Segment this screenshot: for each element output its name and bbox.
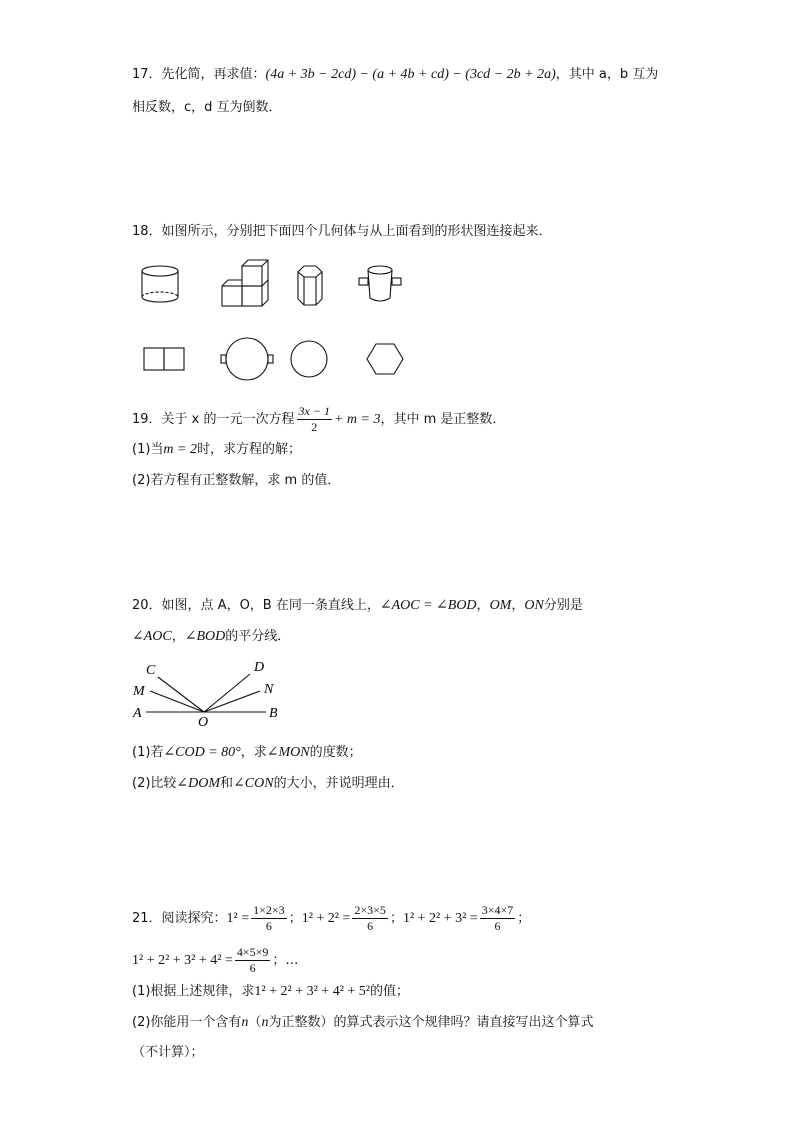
q17-lead: 17．先化简，再求值：	[132, 67, 266, 82]
q19-after-frac: + m = 3	[333, 412, 381, 427]
q18-figure	[130, 258, 420, 383]
q20-line1	[132, 597, 583, 615]
q20-line2	[132, 628, 290, 646]
hexagonal-prism-solid	[298, 266, 322, 305]
label-M: M	[133, 684, 145, 699]
label-O: O	[198, 715, 209, 730]
q21-part1	[132, 983, 409, 1001]
view-circle-with-tabs	[221, 338, 273, 380]
q20-p2-mid: 和	[220, 776, 234, 791]
q21-lead: 21．阅读探究：	[132, 911, 227, 926]
q21-line1	[132, 903, 530, 934]
q20-p1-lead: (1)若	[132, 745, 164, 760]
view-two-squares	[144, 348, 184, 370]
q17-tail: ，其中 a，b 互为	[555, 67, 659, 82]
q21-part2-line2: （不计算）；	[132, 1045, 204, 1060]
q21-p2-n2: n	[261, 1015, 269, 1030]
q21-e3-frac	[480, 903, 516, 934]
cup-with-handles-solid	[359, 266, 401, 301]
q20-tail: 分别是	[543, 598, 583, 613]
q20-p2-lead: (2)比较	[132, 776, 177, 791]
q21-p2-tail: 为正整数）的算式表示这个规律吗？请直接写出这个算式	[268, 1015, 594, 1030]
q21-e2-den: 6	[367, 919, 374, 933]
q21-e1-lhs: 1² =	[226, 911, 250, 926]
stacked-cubes-solid	[222, 260, 268, 306]
q21-e2-frac	[352, 903, 388, 934]
q21-sep1: ；	[288, 911, 302, 926]
q21-p1-lead: (1)根据上述规律，求	[132, 984, 255, 999]
q17-expression: (4a + 3b − 2cd) − (a + 4b + cd) − (3cd − 2b + 2a)	[265, 67, 556, 82]
q21-e4-num: 4×5×9	[236, 945, 269, 959]
q21-e4-lhs: 1² + 2² + 3² + 4² =	[132, 953, 233, 968]
q20-l2-math2: ∠BOD	[184, 629, 226, 644]
label-B: B	[269, 706, 278, 721]
q21-e2-lhs: 1² + 2² =	[301, 911, 351, 926]
q20-part2	[132, 775, 404, 793]
q20-math2: OM	[489, 598, 512, 613]
q19-fraction	[297, 404, 332, 435]
q21-sep3: ；	[517, 911, 531, 926]
q19-frac-den: 2	[311, 420, 318, 434]
q20-math1: ∠AOC = ∠BOD	[379, 598, 477, 613]
q17-line1	[132, 66, 658, 84]
q19-part1	[132, 441, 301, 459]
q21-p2-lead: (2)你能用一个含有	[132, 1015, 242, 1030]
q20-p2-math1: ∠DOM	[176, 776, 221, 791]
q21-e3-den: 6	[494, 919, 501, 933]
q21-e4-tail: ；…	[272, 953, 299, 968]
q20-p1-tail: 的度数；	[309, 745, 362, 760]
q20-l2-math1: ∠AOC	[132, 629, 172, 644]
q21-sep2: ；	[389, 911, 403, 926]
q21-p1-math: 1² + 2² + 3² + 4² + 5²	[254, 984, 370, 999]
view-circle	[291, 341, 327, 377]
q21-e1-num: 1×2×3	[253, 903, 285, 917]
q20-mid2: ，	[511, 598, 525, 613]
q19-p1-math: m = 2	[163, 442, 197, 457]
q19-frac-num: 3x − 1	[298, 404, 330, 418]
cylinder-solid	[142, 266, 178, 302]
q20-angle-figure	[128, 655, 293, 730]
q21-part2	[132, 1014, 593, 1032]
q21-p1-tail: 的值；	[370, 984, 410, 999]
q20-part1	[132, 744, 362, 762]
q21-e2-num: 2×3×5	[354, 903, 386, 917]
q20-lead: 20．如图，点 A，O，B 在同一条直线上，	[132, 598, 380, 613]
q21-e1-frac	[251, 903, 287, 934]
q21-e3-num: 3×4×7	[481, 903, 514, 917]
q20-l2-mid: ，	[171, 629, 185, 644]
label-N: N	[264, 682, 274, 697]
q21-p2-n1: n	[241, 1015, 249, 1030]
q20-math3: ON	[524, 598, 544, 613]
q20-p1-math2: ∠MON	[266, 745, 310, 760]
q21-line2	[132, 945, 298, 976]
q21-e4-den: 6	[249, 961, 256, 975]
q21-e1-den: 6	[265, 919, 272, 933]
q20-p2-tail: 的大小，并说明理由．	[273, 776, 404, 791]
label-C: C	[146, 663, 156, 678]
label-A: A	[133, 706, 142, 721]
q21-p2-mid: （	[248, 1015, 262, 1030]
view-hexagon	[367, 344, 403, 374]
q19-p1-lead: (1)当	[132, 442, 164, 457]
q20-p2-math2: ∠CON	[233, 776, 274, 791]
q19-tail: ，其中 m 是正整数．	[380, 412, 506, 427]
q20-l2-tail: 的平分线．	[225, 629, 291, 644]
q20-p1-math1: ∠COD = 80°	[163, 745, 241, 760]
q18-text: 18．如图所示，分别把下面四个几何体与从上面看到的形状图连接起来．	[132, 224, 552, 239]
q21-e3-lhs: 1² + 2² + 3² =	[402, 911, 478, 926]
q19-line1	[132, 404, 505, 435]
q17-line2: 相反数，c，d 互为倒数．	[132, 100, 282, 115]
q19-part2: (2)若方程有正整数解，求 m 的值．	[132, 473, 341, 488]
q20-p1-mid: ，求	[240, 745, 267, 760]
label-D: D	[254, 660, 265, 675]
q21-e4-frac	[235, 945, 271, 976]
q19-p1-tail: 时，求方程的解；	[196, 442, 301, 457]
q19-lead: 19．关于 x 的一元一次方程	[132, 412, 295, 427]
q20-mid1: ，	[476, 598, 490, 613]
